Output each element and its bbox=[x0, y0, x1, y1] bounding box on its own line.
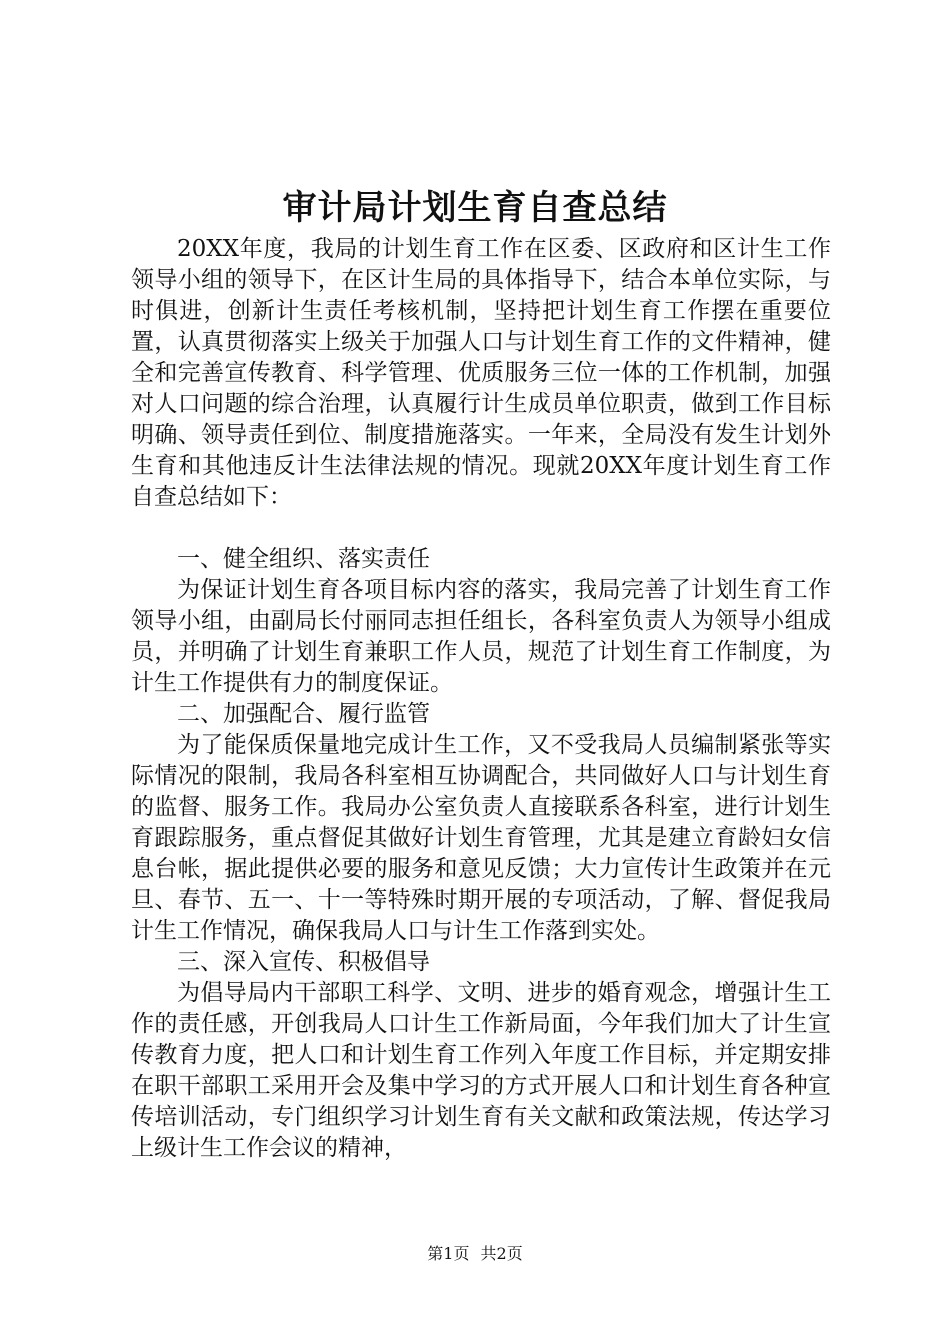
intro-paragraph: 20XX年度，我局的计划生育工作在区委、区政府和区计生工作领导小组的领导下，在区计生局的具体指导下，结合本单位实际，与时俱进，创新计生责任考核机制，坚持把计划生育工作摆在重要位置，认真贯彻落实上级关于加强人口与计划生育工作的文件精神，健全和完善宣传教育、科学管理、优质服务三位一体的工作机制，加强对人口问题的综合治理，认真履行计生成员单位职责，做到工作目标明确、领导责任到位、制度措施落实。一年来，全局没有发生计划外生育和其他违反计生法律法规的情况。现就20XX年度计划生育工作自查总结如下： bbox=[131, 236, 831, 510]
page-number: 第1页 bbox=[427, 1244, 470, 1263]
page-total: 共2页 bbox=[480, 1244, 523, 1263]
document-title: 审计局计划生育自查总结 bbox=[282, 188, 668, 228]
section-heading-2: 二、加强配合、履行监管 bbox=[177, 701, 430, 727]
section-paragraph-3: 为倡导局内干部职工科学、文明、进步的婚育观念，增强计生工作的责任感，开创我局人口计生工作新局面，今年我们加大了计生宣传教育力度，把人口和计划生育工作列入年度工作目标，并定期安排在职干部职工采用开会及集中学习的方式开展人口和计划生育各种宣传培训活动，专门组织学习计划生育有关文献和政策法规，传达学习上级计生工作会议的精神， bbox=[131, 980, 831, 1161]
section-heading-3: 三、深入宣传、积极倡导 bbox=[177, 949, 430, 975]
section-paragraph-1: 为保证计划生育各项目标内容的落实，我局完善了计划生育工作领导小组，由副局长付丽同志担任组长，各科室负责人为领导小组成员，并明确了计划生育兼职工作人员，规范了计划生育工作制度，为计生工作提供有力的制度保证。 bbox=[131, 577, 831, 696]
page-footer bbox=[0, 1242, 950, 1266]
document-body bbox=[131, 234, 831, 1164]
section-paragraph-2: 为了能保质保量地完成计生工作，又不受我局人员编制紧张等实际情况的限制，我局各科室相互协调配合，共同做好人口与计划生育的监督、服务工作。我局办公室负责人直接联系各科室，进行计划生育跟踪服务，重点督促其做好计划生育管理，尤其是建立育龄妇女信息台帐，据此提供必要的服务和意见反馈；大力宣传计生政策并在元旦、春节、五一、十一等特殊时期开展的专项活动，了解、督促我局计生工作情况，确保我局人口与计生工作落到实处。 bbox=[131, 732, 831, 944]
section-heading-1: 一、健全组织、落实责任 bbox=[177, 546, 430, 572]
